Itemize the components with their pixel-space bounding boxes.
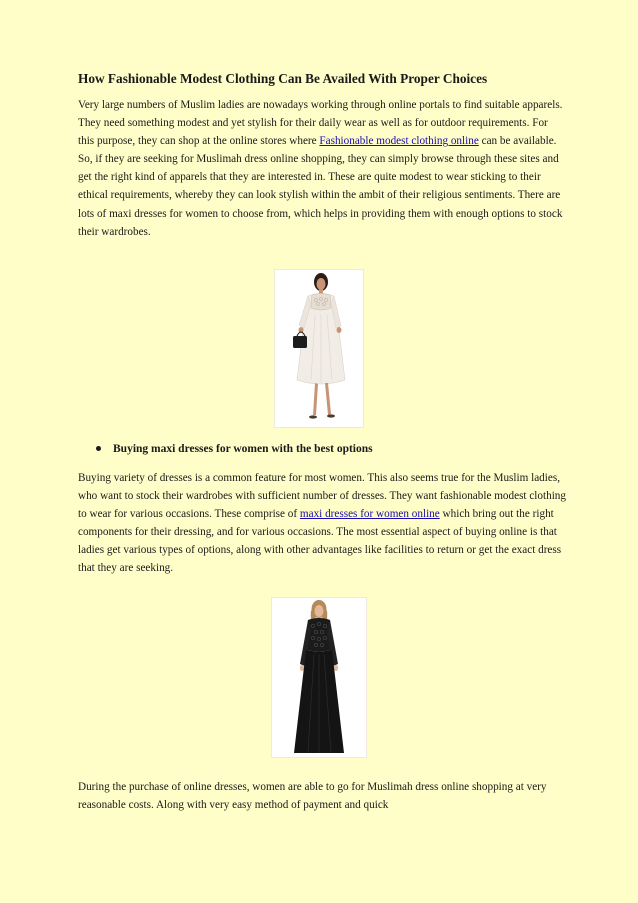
intro-paragraph: [78, 96, 566, 241]
black-maxi-dress-illustration: [272, 598, 366, 757]
bullet-heading: Buying maxi dresses for women with the best options: [113, 443, 373, 455]
maxi-dresses-link[interactable]: maxi dresses for women online: [299, 508, 440, 521]
black-maxi-dress-photo: [272, 598, 366, 757]
maxi-dresses-paragraph: [78, 469, 566, 578]
bullet-item: [96, 440, 373, 458]
intro-text-before-link: Very large numbers of Muslim ladies are nowadays working through online portals to find suitable apparels. They need something modest and yet stylish for their daily wear as well as for outdoor requirements. For this purpose, they can shop at the online stores where: [78, 99, 563, 148]
article-title: How Fashionable Modest Clothing Can Be Availed With Proper Choices: [78, 71, 488, 86]
intro-text-after-link: can be available. So, if they are seeking for Muslimah dress online shopping, they can simply browse through these sites and get the right kind of apparels that they are interested in. These are quite modest to wear sticking to their ethical requirements, whereby they can look stylish within the ambit of their religious sentiments. There are lots of maxi dresses for women to choose from, which helps in providing them with enough options to stock their wardrobes.: [78, 135, 563, 238]
maxi-text-after-link: which bring out the right components for their dressing, and for various occasions. The most essential aspect of buying online is that ladies get various types of options, along with other advantages like facilities to return or get the exact dress that they are seeking.: [78, 508, 562, 575]
closing-paragraph: During the purchase of online dresses, women are able to go for Muslimah dress online shopping at very reasonable costs. Along with very easy method of payment and quick: [78, 781, 547, 812]
bullet-dot-icon: [96, 446, 101, 451]
white-dress-illustration: [275, 270, 363, 427]
modest-clothing-link[interactable]: Fashionable modest clothing online: [319, 135, 479, 148]
maxi-text-before-link: Buying variety of dresses is a common feature for most women. This also seems true for the Muslim ladies, who want to stock their wardrobes with sufficient number of dresses. They want fashionable modest clothing to wear for various occasions. These comprise of: [78, 472, 566, 521]
white-dress-photo: [275, 270, 363, 427]
